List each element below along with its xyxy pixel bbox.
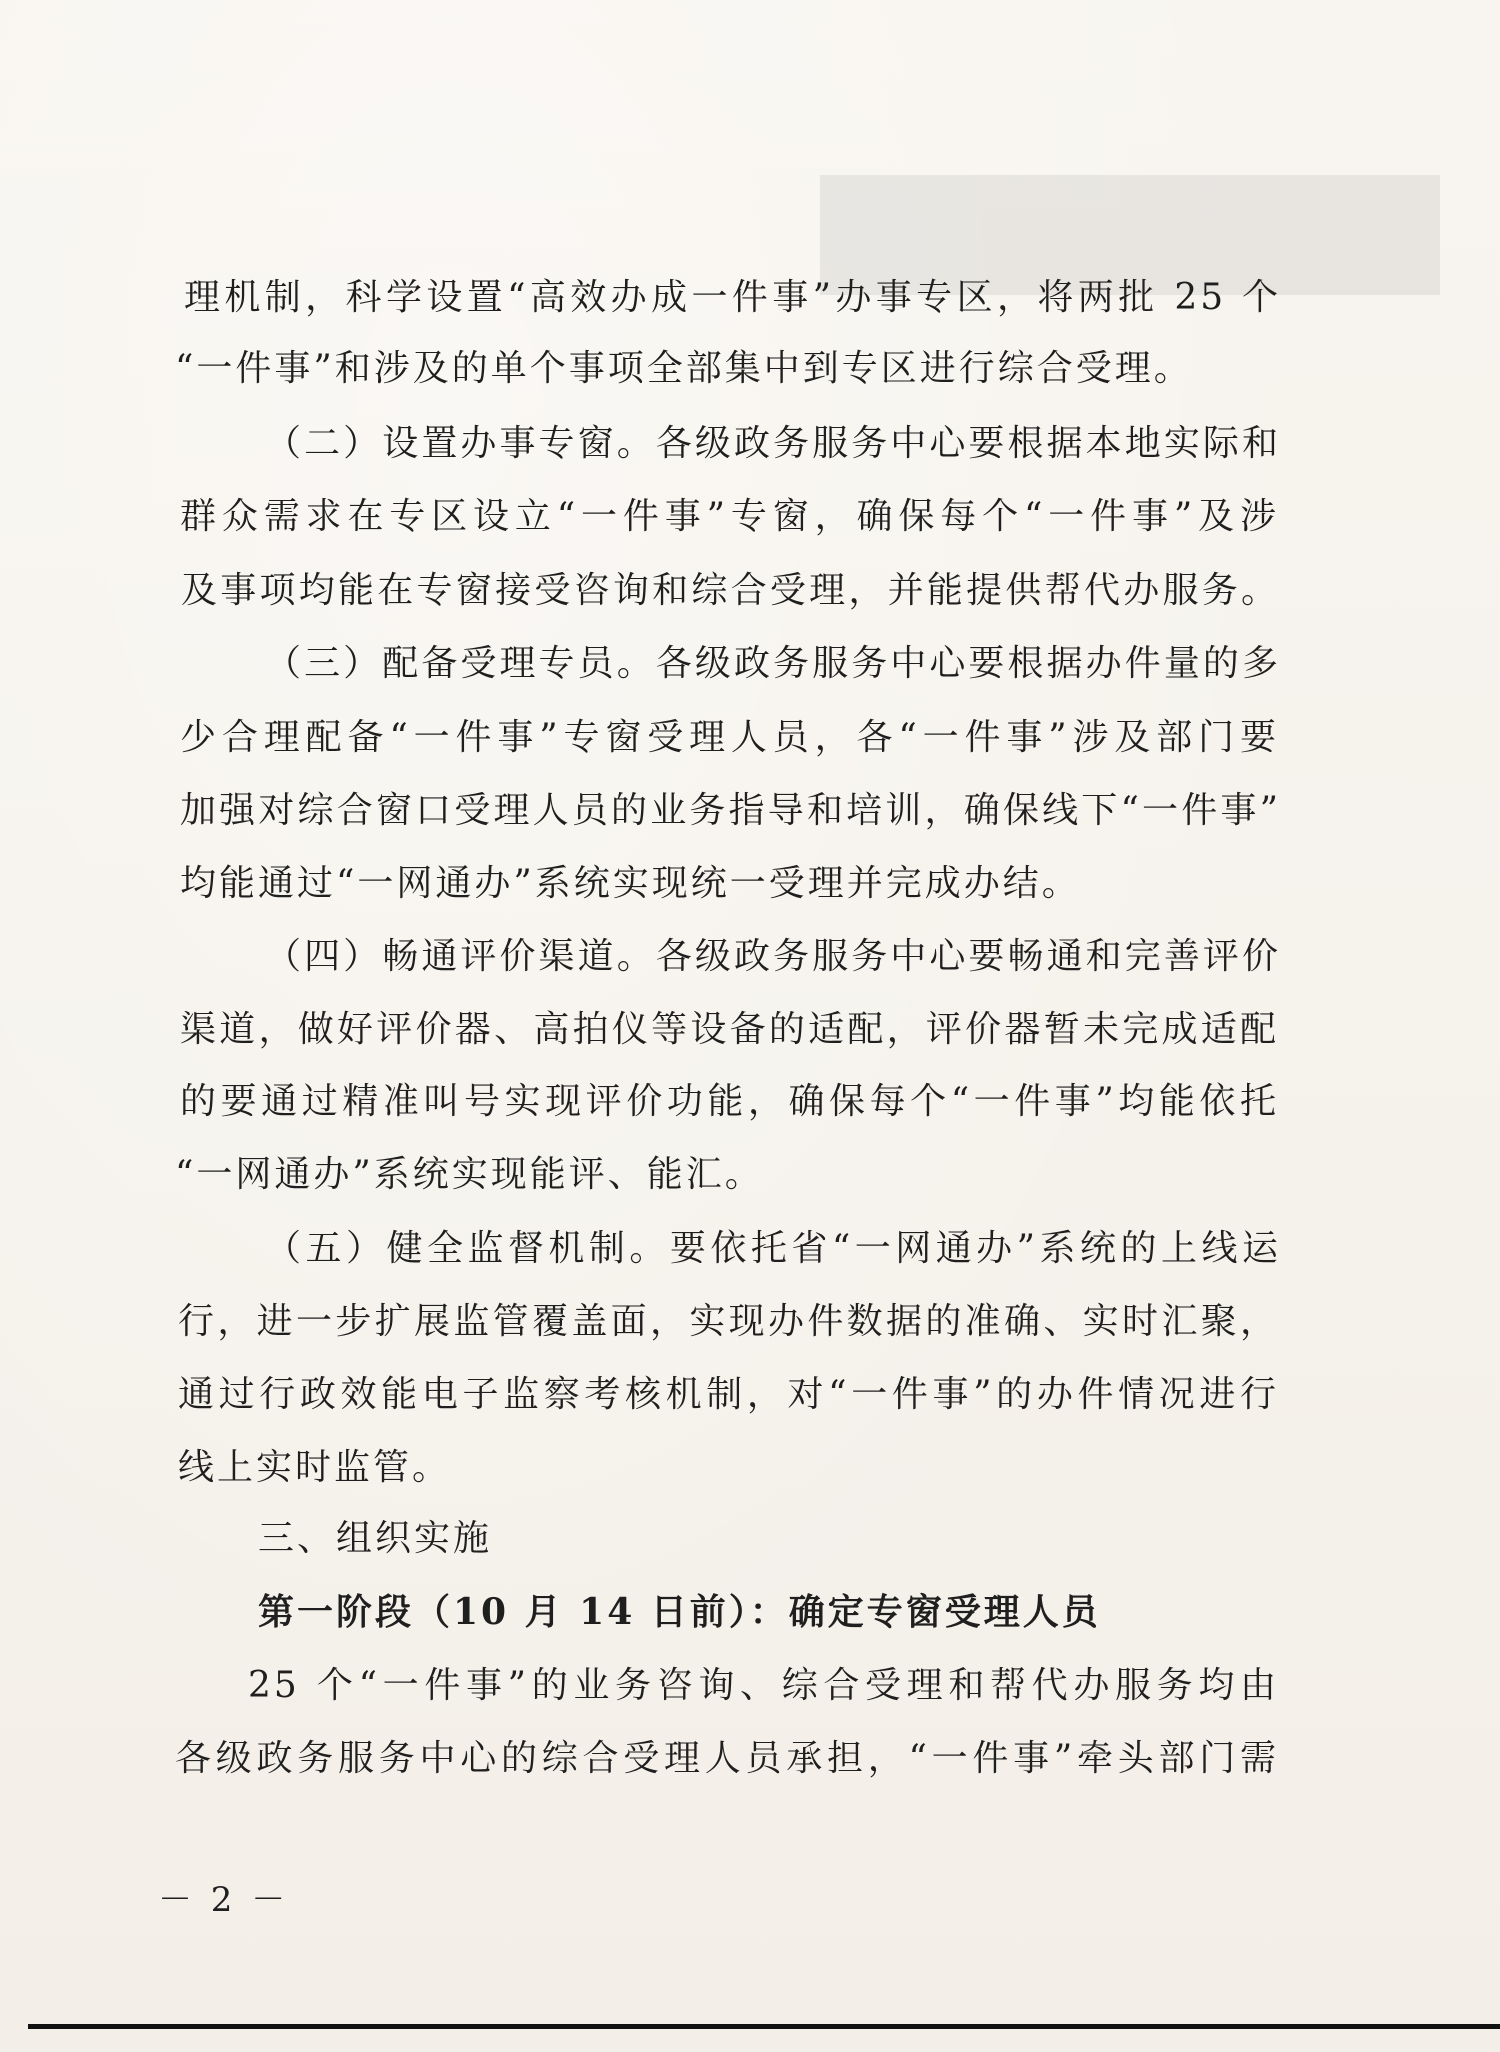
section-4-line-4: “一网通办”系统实现能评、能汇。 bbox=[175, 1154, 764, 1195]
body-line-1: 理机制，科学设置“高效办成一件事”办事专区，将两批 25 个 bbox=[184, 277, 1281, 318]
section-3-line-2: 少合理配备“一件事”专窗受理人员，各“一件事”涉及部门要 bbox=[180, 717, 1279, 758]
phase-one-line-2: 各级政务服务中心的综合受理人员承担，“一件事”牵头部门需 bbox=[175, 1738, 1279, 1779]
section-3-line-3: 加强对综合窗口受理人员的业务指导和培训，确保线下“一件事” bbox=[180, 790, 1281, 831]
section-5-line-4: 线上实时监管。 bbox=[178, 1447, 452, 1488]
section-4-line-3: 的要通过精准叫号实现评价功能，确保每个“一件事”均能依托 bbox=[180, 1081, 1279, 1122]
section-5-line-1: （五）健全监督机制。要依托省“一网通办”系统的上线运 bbox=[265, 1228, 1281, 1269]
section-4-line-1: （四）畅通评价渠道。各级政务服务中心要畅通和完善评价 bbox=[265, 936, 1281, 977]
section-2-line-1: （二）设置办事专窗。各级政务服务中心要根据本地实际和 bbox=[265, 423, 1281, 464]
phase-one-heading: 第一阶段（10 月 14 日前）：确定专窗受理人员 bbox=[258, 1591, 1101, 1633]
body-line-2: “一件事”和涉及的单个事项全部集中到专区进行综合受理。 bbox=[175, 348, 1193, 389]
section-4-line-2: 渠道，做好评价器、高拍仪等设备的适配，评价器暂未完成适配 bbox=[180, 1009, 1279, 1050]
section-3-line-4: 均能通过“一网通办”系统实现统一受理并完成办结。 bbox=[180, 863, 1081, 904]
section-2-line-3: 及事项均能在专窗接受咨询和综合受理，并能提供帮代办服务。 bbox=[181, 570, 1280, 611]
section-3-line-1: （三）配备受理专员。各级政务服务中心要根据办件量的多 bbox=[265, 643, 1281, 684]
phase-one-line-1: 25 个“一件事”的业务咨询、综合受理和帮代办服务均由 bbox=[248, 1665, 1279, 1706]
section-5-line-3: 通过行政效能电子监察考核机制，对“一件事”的办件情况进行 bbox=[178, 1374, 1279, 1415]
section-5-line-2: 行，进一步扩展监管覆盖面，实现办件数据的准确、实时汇聚， bbox=[178, 1301, 1279, 1342]
page-number: － 2 － bbox=[158, 1880, 290, 1920]
footer-divider bbox=[28, 2024, 1500, 2029]
section-heading-organization: 三、组织实施 bbox=[258, 1518, 493, 1559]
section-2-line-2: 群众需求在专区设立“一件事”专窗，确保每个“一件事”及涉 bbox=[180, 496, 1279, 537]
